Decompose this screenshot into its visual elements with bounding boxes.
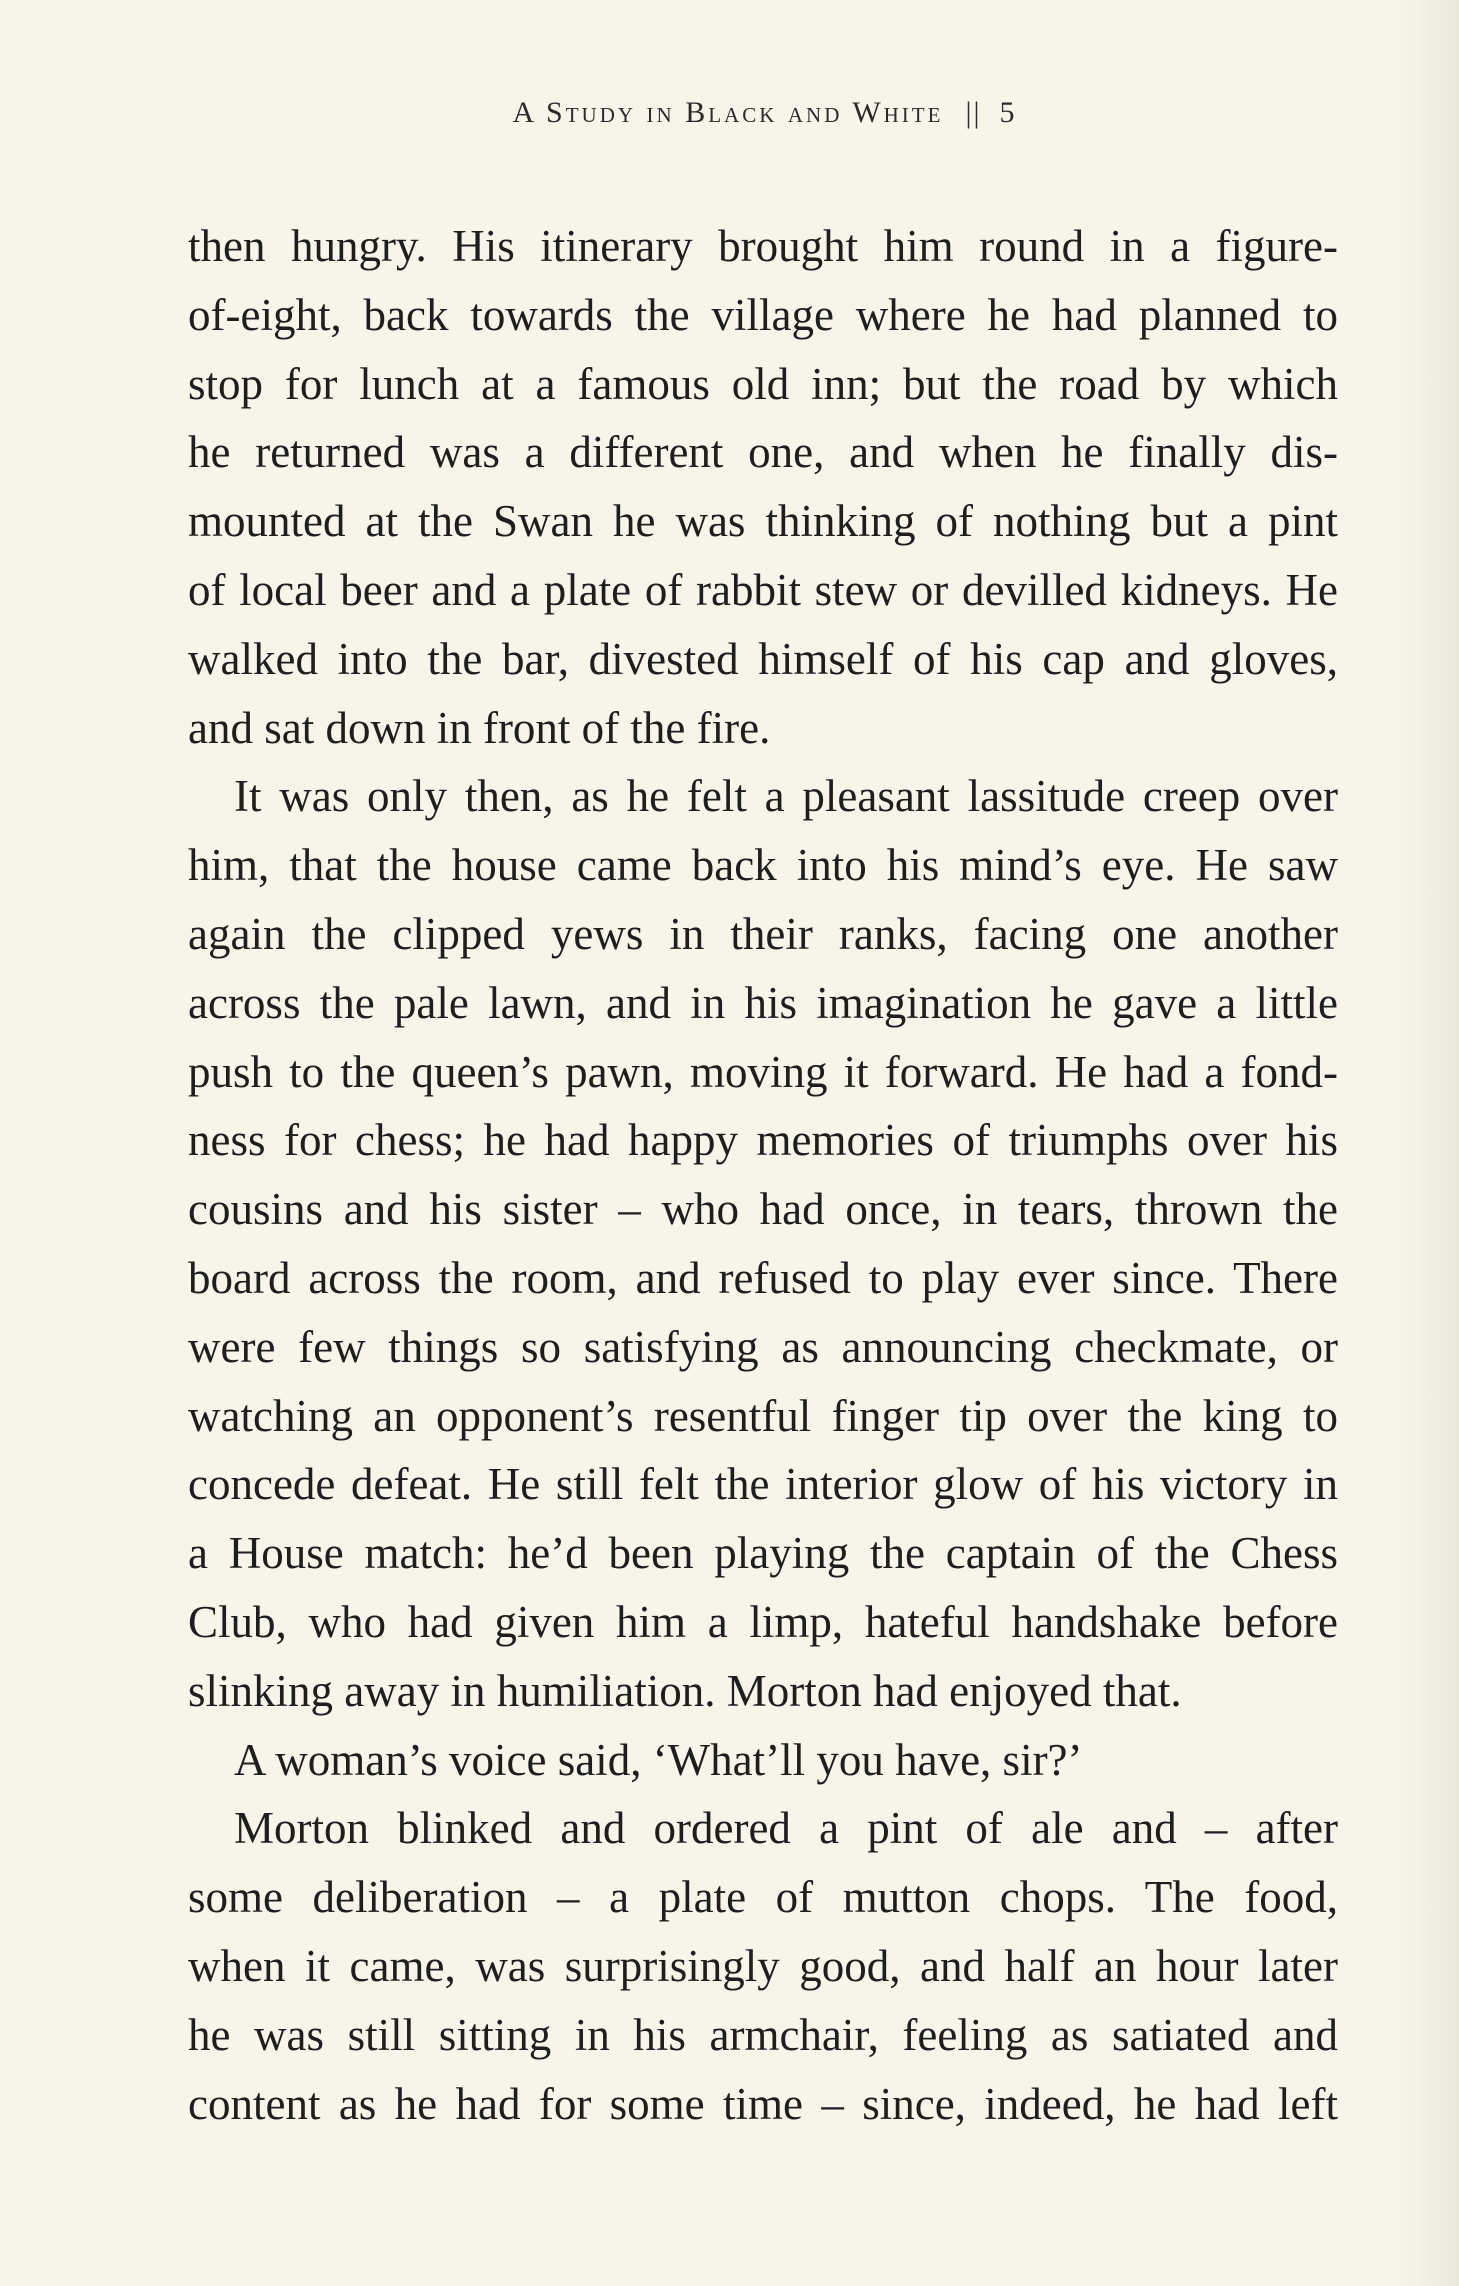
text-line: Club, who had given him a limp, hateful handshake before bbox=[188, 1596, 1338, 1647]
text-line: slinking away in humiliation. Morton had enjoyed that. bbox=[188, 1665, 1182, 1716]
text-line: of-eight, back towards the village where he had planned to bbox=[188, 289, 1338, 340]
text-line: him, that the house came back into his mind’s eye. He saw bbox=[188, 840, 1338, 891]
text-line: of local beer and a plate of rabbit stew or devilled kidneys. He bbox=[188, 564, 1338, 615]
text-line: some deliberation – a plate of mutton chops. The food, bbox=[188, 1872, 1338, 1923]
text-line: It was only then, as he felt a pleasant lassitude creep over bbox=[234, 771, 1338, 822]
text-line: A woman’s voice said, ‘What’ll you have, sir?’ bbox=[234, 1734, 1083, 1785]
text-line: across the pale lawn, and in his imagination he gave a little bbox=[188, 977, 1338, 1028]
text-line: he was still sitting in his armchair, feeling as satiated and bbox=[188, 2009, 1338, 2060]
scan-edge-shade bbox=[1399, 0, 1459, 2286]
text-line: a House match: he’d been playing the captain of the Chess bbox=[188, 1528, 1338, 1579]
body-text bbox=[188, 212, 1338, 2138]
text-line: content as he had for some time – since, indeed, he had left bbox=[188, 2078, 1338, 2129]
text-line: when it came, was surprisingly good, and half an hour later bbox=[188, 1940, 1338, 1991]
text-line: push to the queen’s pawn, moving it forward. He had a fond- bbox=[188, 1046, 1338, 1097]
text-line: stop for lunch at a famous old inn; but the road by which bbox=[188, 358, 1338, 409]
text-line: were few things so satisfying as announcing checkmate, or bbox=[188, 1321, 1338, 1372]
page-number: 5 bbox=[999, 96, 1018, 129]
text-line: board across the room, and refused to play ever since. There bbox=[188, 1252, 1338, 1303]
running-header bbox=[190, 96, 1340, 130]
text-line: again the clipped yews in their ranks, facing one another bbox=[188, 908, 1338, 959]
text-line: then hungry. His itinerary brought him round in a figure- bbox=[188, 221, 1338, 271]
text-line: ness for chess; he had happy memories of triumphs over his bbox=[188, 1115, 1338, 1166]
text-line: walked into the bar, divested himself of his cap and gloves, bbox=[188, 633, 1338, 684]
text-line: concede defeat. He still felt the interior glow of his victory in bbox=[188, 1459, 1338, 1510]
text-line: Morton blinked and ordered a pint of ale and – after bbox=[234, 1803, 1338, 1854]
text-line: and sat down in front of the fire. bbox=[188, 702, 771, 753]
text-line: he returned was a different one, and when he finally dis- bbox=[188, 427, 1338, 478]
header-separator: || bbox=[965, 96, 982, 129]
header-title: A Study in Black and White bbox=[512, 96, 944, 129]
text-line: watching an opponent’s resentful finger tip over the king to bbox=[188, 1390, 1338, 1441]
text-line: cousins and his sister – who had once, in tears, thrown the bbox=[188, 1184, 1338, 1235]
text-line: mounted at the Swan he was thinking of nothing but a pint bbox=[188, 496, 1338, 547]
